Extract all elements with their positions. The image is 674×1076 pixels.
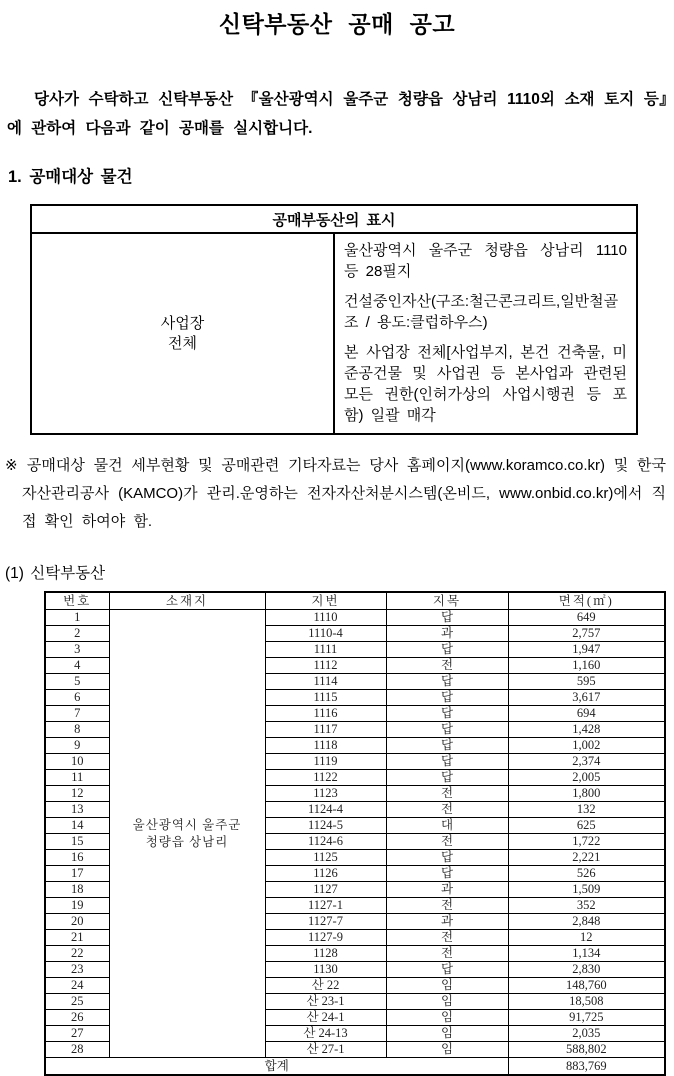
row-number-cell: 15 <box>45 834 109 850</box>
land-category-cell: 답 <box>386 738 508 754</box>
land-category-cell: 임 <box>386 1026 508 1042</box>
page-title: 신탁부동산 공매 공고 <box>218 11 456 37</box>
lot-number-cell: 1125 <box>265 850 386 866</box>
row-number-cell: 21 <box>45 930 109 946</box>
land-category-cell: 전 <box>386 930 508 946</box>
reference-note: ※ 공매대상 물건 세부현황 및 공매관련 기타자료는 당사 홈페이지(www.koramco.co.kr) 및 한국자산관리공사 (KAMCO)가 관리.운영하는 전자자산처분시스템(온비드, www.onbid.co.kr)에서 직접 확인 하여야 함. <box>5 457 666 530</box>
row-number-cell: 4 <box>45 658 109 674</box>
land-category-cell: 답 <box>386 706 508 722</box>
total-row <box>45 1058 665 1076</box>
row-number-cell: 16 <box>45 850 109 866</box>
land-category-cell: 답 <box>386 754 508 770</box>
col-header-area: 면적(㎡) <box>508 592 665 610</box>
land-category-cell: 과 <box>386 882 508 898</box>
lot-number-cell: 1128 <box>265 946 386 962</box>
business-site-label-line1: 사업장 <box>160 314 205 332</box>
lot-number-cell: 산 27-1 <box>265 1042 386 1058</box>
area-cell: 18,508 <box>508 994 665 1010</box>
area-cell: 2,221 <box>508 850 665 866</box>
lot-number-cell: 1117 <box>265 722 386 738</box>
land-category-cell: 대 <box>386 818 508 834</box>
row-number-cell: 17 <box>45 866 109 882</box>
area-cell: 1,722 <box>508 834 665 850</box>
row-number-cell: 22 <box>45 946 109 962</box>
row-number-cell: 10 <box>45 754 109 770</box>
area-cell: 649 <box>508 610 665 626</box>
property-paragraph-asset: 건설중인자산(구조:철근콘크리트,일반철골조 / 용도:클럽하우스) <box>344 293 619 331</box>
location-line1: 울산광역시 울주군 <box>132 817 242 832</box>
row-number-cell: 8 <box>45 722 109 738</box>
table-row <box>45 610 665 626</box>
area-cell: 1,509 <box>508 882 665 898</box>
lot-number-cell: 1110-4 <box>265 626 386 642</box>
lot-number-cell: 1122 <box>265 770 386 786</box>
lot-number-cell: 1127-1 <box>265 898 386 914</box>
area-cell: 595 <box>508 674 665 690</box>
area-cell: 2,374 <box>508 754 665 770</box>
row-number-cell: 19 <box>45 898 109 914</box>
lot-number-cell: 1111 <box>265 642 386 658</box>
land-category-cell: 답 <box>386 722 508 738</box>
row-number-cell: 26 <box>45 1010 109 1026</box>
lot-number-cell: 1116 <box>265 706 386 722</box>
land-category-cell: 과 <box>386 626 508 642</box>
row-number-cell: 5 <box>45 674 109 690</box>
land-category-cell: 과 <box>386 914 508 930</box>
col-header-category: 지목 <box>386 592 508 610</box>
area-cell: 1,002 <box>508 738 665 754</box>
row-number-cell: 13 <box>45 802 109 818</box>
land-category-cell: 답 <box>386 642 508 658</box>
row-number-cell: 18 <box>45 882 109 898</box>
land-category-cell: 답 <box>386 674 508 690</box>
land-category-cell: 임 <box>386 994 508 1010</box>
land-category-cell: 답 <box>386 850 508 866</box>
area-cell: 588,802 <box>508 1042 665 1058</box>
area-cell: 2,830 <box>508 962 665 978</box>
lot-number-cell: 1112 <box>265 658 386 674</box>
land-category-cell: 임 <box>386 978 508 994</box>
lot-number-cell: 1127-9 <box>265 930 386 946</box>
row-number-cell: 25 <box>45 994 109 1010</box>
area-cell: 1,800 <box>508 786 665 802</box>
business-site-label <box>31 233 334 434</box>
lot-number-cell: 1123 <box>265 786 386 802</box>
row-number-cell: 7 <box>45 706 109 722</box>
lot-number-cell: 산 24-13 <box>265 1026 386 1042</box>
auction-table-header: 공매부동산의 표시 <box>31 205 637 233</box>
intro-paragraph: 당사가 수탁하고 신탁부동산 『울산광역시 울주군 청량읍 상남리 1110외 소재 토지 등』에 관하여 다음과 같이 공매를 실시합니다. <box>7 91 667 137</box>
col-header-location: 소재지 <box>109 592 265 610</box>
row-number-cell: 12 <box>45 786 109 802</box>
land-category-cell: 답 <box>386 770 508 786</box>
lot-number-cell: 1115 <box>265 690 386 706</box>
table-row <box>31 205 637 233</box>
row-number-cell: 11 <box>45 770 109 786</box>
lot-number-cell: 1124-5 <box>265 818 386 834</box>
business-site-label-line2: 전체 <box>168 334 197 352</box>
area-cell: 12 <box>508 930 665 946</box>
row-number-cell: 1 <box>45 610 109 626</box>
property-paragraph-scope: 본 사업장 전체[사업부지, 본건 건축물, 미준공건물 및 사업권 등 본사업과 관련된 모든 권한(인허가상의 사업시행권 등 포함) 일괄 매각 <box>344 344 627 424</box>
row-number-cell: 2 <box>45 626 109 642</box>
total-label-cell: 합계 <box>45 1058 508 1076</box>
table-row <box>31 233 637 434</box>
land-category-cell: 답 <box>386 690 508 706</box>
lot-number-cell: 1114 <box>265 674 386 690</box>
area-cell: 91,725 <box>508 1010 665 1026</box>
land-category-cell: 답 <box>386 962 508 978</box>
row-number-cell: 28 <box>45 1042 109 1058</box>
row-number-cell: 27 <box>45 1026 109 1042</box>
property-description-cell <box>334 233 637 434</box>
auction-property-table <box>30 204 638 435</box>
row-number-cell: 9 <box>45 738 109 754</box>
area-cell: 694 <box>508 706 665 722</box>
location-cell <box>109 610 265 1058</box>
area-cell: 2,757 <box>508 626 665 642</box>
row-number-cell: 24 <box>45 978 109 994</box>
lot-number-cell: 산 22 <box>265 978 386 994</box>
area-cell: 526 <box>508 866 665 882</box>
location-line2: 청량읍 상남리 <box>145 834 229 849</box>
land-category-cell: 임 <box>386 1010 508 1026</box>
document-page <box>0 6 674 1073</box>
lot-number-cell: 1110 <box>265 610 386 626</box>
row-number-cell: 14 <box>45 818 109 834</box>
row-number-cell: 20 <box>45 914 109 930</box>
lot-number-cell: 1130 <box>265 962 386 978</box>
land-category-cell: 전 <box>386 802 508 818</box>
land-category-cell: 답 <box>386 610 508 626</box>
section2-heading: (1) 신탁부동산 <box>5 565 106 582</box>
trust-property-table <box>44 591 666 1076</box>
total-area-cell: 883,769 <box>508 1058 665 1076</box>
row-number-cell: 6 <box>45 690 109 706</box>
area-cell: 352 <box>508 898 665 914</box>
land-category-cell: 전 <box>386 834 508 850</box>
area-cell: 2,035 <box>508 1026 665 1042</box>
lot-number-cell: 1118 <box>265 738 386 754</box>
area-cell: 1,134 <box>508 946 665 962</box>
row-number-cell: 23 <box>45 962 109 978</box>
area-cell: 1,160 <box>508 658 665 674</box>
col-header-lot: 지번 <box>265 592 386 610</box>
land-category-cell: 전 <box>386 946 508 962</box>
land-category-cell: 전 <box>386 898 508 914</box>
lot-number-cell: 1124-4 <box>265 802 386 818</box>
lot-number-cell: 1124-6 <box>265 834 386 850</box>
area-cell: 1,947 <box>508 642 665 658</box>
col-header-number: 번호 <box>45 592 109 610</box>
row-number-cell: 3 <box>45 642 109 658</box>
area-cell: 1,428 <box>508 722 665 738</box>
area-cell: 148,760 <box>508 978 665 994</box>
trust-table-body <box>45 610 665 1076</box>
land-category-cell: 답 <box>386 866 508 882</box>
trust-table-header-row <box>45 592 665 610</box>
property-paragraph-address: 울산광역시 울주군 청량읍 상남리 1110 등 28필지 <box>344 242 627 280</box>
lot-number-cell: 산 24-1 <box>265 1010 386 1026</box>
land-category-cell: 전 <box>386 658 508 674</box>
lot-number-cell: 1126 <box>265 866 386 882</box>
area-cell: 625 <box>508 818 665 834</box>
lot-number-cell: 1127-7 <box>265 914 386 930</box>
lot-number-cell: 1119 <box>265 754 386 770</box>
area-cell: 2,005 <box>508 770 665 786</box>
area-cell: 132 <box>508 802 665 818</box>
lot-number-cell: 산 23-1 <box>265 994 386 1010</box>
lot-number-cell: 1127 <box>265 882 386 898</box>
land-category-cell: 전 <box>386 786 508 802</box>
area-cell: 2,848 <box>508 914 665 930</box>
land-category-cell: 임 <box>386 1042 508 1058</box>
section1-heading: 1. 공매대상 물건 <box>8 168 133 186</box>
area-cell: 3,617 <box>508 690 665 706</box>
